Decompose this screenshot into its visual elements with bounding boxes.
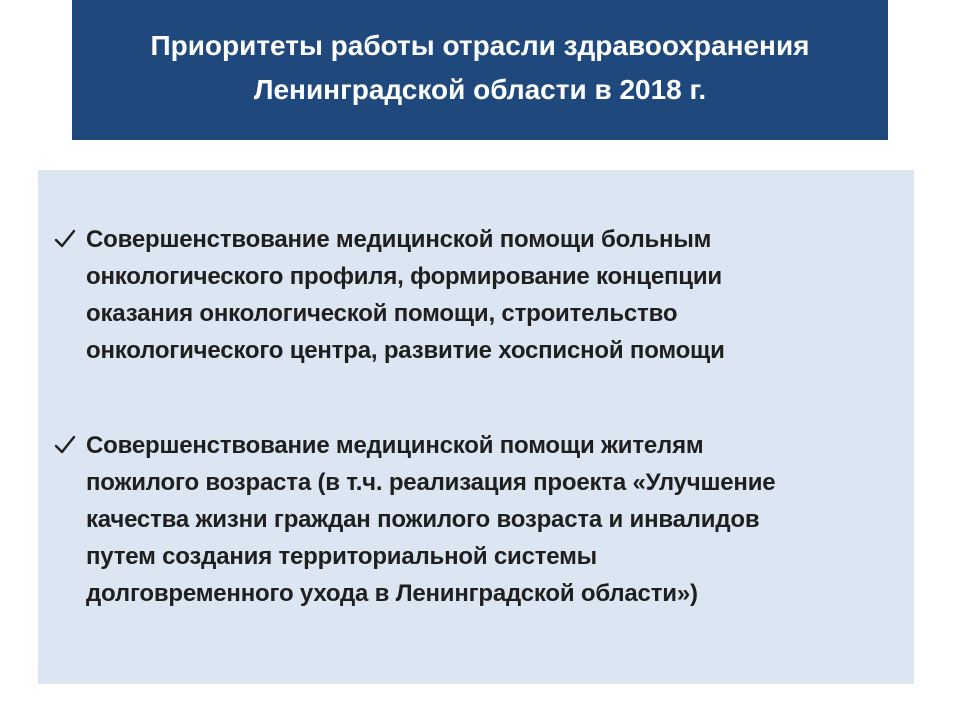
bullet-text [86, 427, 775, 612]
bullet-line: Совершенствование медицинской помощи больным [86, 226, 712, 253]
bullet-line: качества жизни граждан пожилого возраста и инвалидов [86, 506, 760, 533]
bullet-line: оказания онкологической помощи, строительство [86, 300, 678, 327]
bullet-line: пожилого возраста (в т.ч. реализация проекта «Улучшение [86, 469, 776, 496]
title-line-1: Приоритеты работы отрасли здравоохранения [150, 30, 810, 61]
bullet-item-oncology [52, 221, 912, 369]
bullet-line: онкологического профиля, формирование концепции [86, 263, 722, 290]
content-panel [38, 170, 914, 684]
title-line-2: Ленинградской области в 2018 г. [253, 74, 707, 105]
bullet-text [86, 221, 725, 369]
bullet-item-elderly [52, 427, 912, 612]
bullet-line: путем создания территориальной системы [86, 543, 597, 570]
check-icon [52, 226, 78, 252]
bullet-line: онкологического центра, развитие хосписной помощи [86, 337, 725, 364]
bullet-line: долговременного ухода в Ленинградской области») [86, 580, 698, 607]
check-icon [52, 432, 78, 458]
bullet-line: Совершенствование медицинской помощи жителям [86, 432, 704, 459]
title-banner [72, 0, 888, 140]
